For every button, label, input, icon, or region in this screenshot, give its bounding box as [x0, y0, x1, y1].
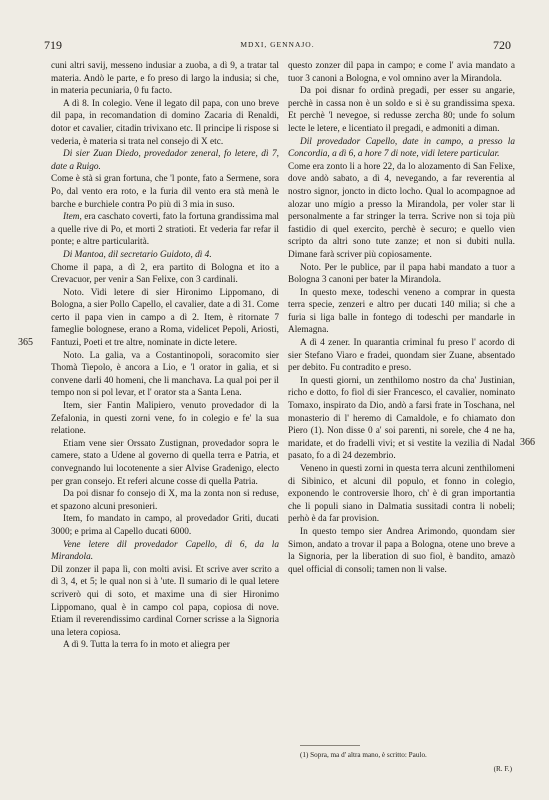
left-column-paragraph: Chome il papa, a dì 2, era partito di Bologna et ito a Crevacuor, per venir a San Felixe, con 3 cardinali.: [51, 262, 279, 286]
left-column-paragraph: Di sier Zuan Diedo, provedador zeneral, fo letere, dì 7, date a Ruigo.: [51, 149, 279, 172]
page-number-right: 720: [493, 38, 511, 52]
left-column-paragraph: Vene letere dil provedador Capello, di 6, da la Mirandola.: [51, 539, 279, 563]
right-column-paragraph: Da poi disnar fo ordinà pregadi, per esser su angarie, perchè in cassa non è un soldo e si è su grandissima spexa. Et perchè 'l nevegoe, si redusse zercha 80; unde fo solum lecte le letere, e licentiato il pregadi, e admoniti a diman.: [288, 86, 515, 134]
footnote-text: (1) Sopra, ma d' altra mano, è scritto: Paulo.: [300, 751, 427, 759]
footnote-signature: (R. F.): [493, 765, 512, 773]
page-header: [44, 38, 511, 54]
page-number-left: 719: [44, 38, 62, 52]
left-column-paragraph: Etiam vene sier Orssato Zustignan, provedador sopra le camere, stato a Udene al governo di quella terra e Patria, et convegnando lui locotenente a sier Alvise Gradenigo, electo per gran consejo. Et referi alcune cosse di quella Patria.: [51, 438, 279, 487]
right-column-paragraph: questo zonzer dil papa in campo; e come l' avia mandato a tuor 3 canoni a Bologna, e vol omnino aver la Mirandola.: [288, 61, 515, 84]
inline-heading: Item,: [63, 212, 82, 223]
right-column-paragraph: Veneno in questi zorni in questa terra alcuni zenthilomeni di Sibinico, et alcuni dil populo, et fonno in colegio, exponendo le controversie lhoro, ch' è di gran importantia che li populi siano in Dalmatia sussitadi contra li nobeli; perhò è da far provision.: [288, 464, 515, 525]
left-column-paragraph: Di Mantoa, dil secretario Guidoto, dì 4.: [63, 249, 212, 260]
right-column-paragraph: In questo mexe, todeschi veneno a comprar in questa terra specie, zenzeri e altro per ducati 140 milia; si che a furia si liga balle in fontego di todeschi per mandarle in Alemagna.: [288, 287, 515, 336]
left-column-paragraph: Noto. Vidi letere di sier Hironimo Lippomano, di Bologna, a sier Pollo Capello, el cavalier, date a dì 31. Come certo il papa vien in campo a dì 2. Item, è ritornate 7 fameglie bolognese, erano a Roma, videlicet Pepoli, Ariosti, Fantuzi, Poeti et tre altre, nominate in dicte letere.: [51, 287, 279, 349]
left-column: [51, 60, 279, 652]
left-column-paragraph: Dil zonzer il papa lì, con molti avisi. Et scrive aver scrito a dì 3, 4, et 5; le qual non si à 'ute. Il sumario di le qual letere scriverò qui di soto, et maxime una di sier Hironimo Lippomano, qual è in campo col papa, copiosa di nove. Etiam il reverendissimo cardinal Corner scrisse a la Signoria una letera copiosa.: [51, 564, 279, 638]
right-column: [288, 60, 515, 576]
left-column-paragraph: Da poi disnar fo consejo di X, ma la zonta non si reduse, et spazono alcuni presonieri.: [51, 489, 279, 512]
left-column-paragraph: Item, sier Fantin Malipiero, venuto provedador di la Zefalonia, in questi zorni vene, fo in colegio e fe' la sua relatione.: [51, 401, 279, 437]
left-column-paragraph: A dì 9. Tutta la terra fo in moto et aliegra per: [63, 640, 230, 651]
footnote: [300, 750, 512, 773]
left-column-paragraph: Come è stà si gran fortuna, che 'l ponte, fato a Sermene, sora Po, dal vento era roto, e la furia dil vento era stà menà le barche e burchiele contra Po più di 3 mia in suso.: [51, 174, 279, 210]
margin-number-right: 366: [520, 437, 535, 448]
left-column-paragraph: cuni altri savij, messeno indusiar a zuoba, a dì 9, a tratar tal materia. Andò le parte, e fo preso di largo la indusia; si che, in materia pecuniaria, 0 fu facto.: [51, 61, 279, 97]
right-column-paragraph: In questi giorni, un zenthilomo nostro da cha' Justinian, richo e dotto, fo fiol di sier Francesco, el cavalier, nominato Tomaxo, inspirato da Dio, andò a farsi frate in Toschana, nel monasterio di l' heremo di Camaldole, e fo chiamato don Piero (1). Non disse 0 a' soi parenti, ni sorele, che 4 ne ha, maridate, et do fradelli vivi; et si vestite la vezilia di Nadal pasato, fo a dì 24 dezembrio.: [288, 375, 515, 462]
left-column-paragraph: Noto. La galia, va a Costantinopoli, soracomito sier Thomà Tiepolo, è ancora a Lio, e 'l orator in galia, et si convene darli 40 homeni, che li manchava. La qual poi per il tempo non si pol levar, et l' orator sta a Santa Lena.: [51, 350, 279, 399]
right-column-paragraph: In questo tempo sier Andrea Arimondo, quondam sier Simon, andato a trovar il papa a Bologna, otene uno breve a la Signoria, per la liberation di suo fiol, è bandito, amazò quel official di consoli; tamen non li valse.: [288, 526, 515, 575]
margin-number-left: 365: [18, 337, 33, 348]
right-column-paragraph: Come era zonto li a hore 22, da lo alozamento di San Felixe, dove andò sabato, a dì 4, nevegando, a far reverentia al nostro signor, joncto in dicto locho. Qual lo acompagnoe ad alozar uno mígio a presso la Mirandola, per voler star li personalmente a far stringer la terra. Scrive non si toja più fastidio di quel exercito, perchè è securo; e quello vien scripto da altri sono tute zanze; et non si dubiti nulla. Dimane farà scriver più copiosamente.: [288, 161, 515, 260]
left-column-paragraph: A dì 8. In colegio. Vene il legato dil papa, con uno breve dil papa, in recomandation di domino Zacaria di Renaldi, dotor et cavalier, citadin trivixano etc. Il principe li rispose si vederia, è materia si trata nel consejo di X etc.: [51, 98, 279, 147]
right-column-paragraph: Noto. Per le publice, par il papa habi mandato a tuor a Bologna 3 canoni per bater la Mirandola.: [288, 262, 515, 286]
inline-text: era caschato coverti, fato la fortuna grandissima mal a quelle rive di Po, et morti 2 stratioti. Et vederia far refar il ponte; e altre particularità.: [51, 212, 279, 248]
footnote-rule: [300, 745, 360, 746]
left-column-paragraph: Item, fo mandato in campo, al provedador Griti, ducati 3000; e prima al Capello ducati 6000.: [51, 514, 279, 537]
right-column-paragraph: Dil provedador Capello, date in campo, a presso la Concordia, a dì 6, a hore 7 di note, vidi letere particular.: [288, 136, 515, 160]
right-column-paragraph: A dì 4 zener. In quarantia criminal fu preso l' acordo di sier Stefano Viaro e fradei, quondam sier Zuane, absentado per debito. Fu contradito e preso.: [288, 338, 515, 374]
left-column-paragraph: [51, 211, 279, 249]
running-head: MDXI, GENNAJO.: [240, 40, 315, 49]
